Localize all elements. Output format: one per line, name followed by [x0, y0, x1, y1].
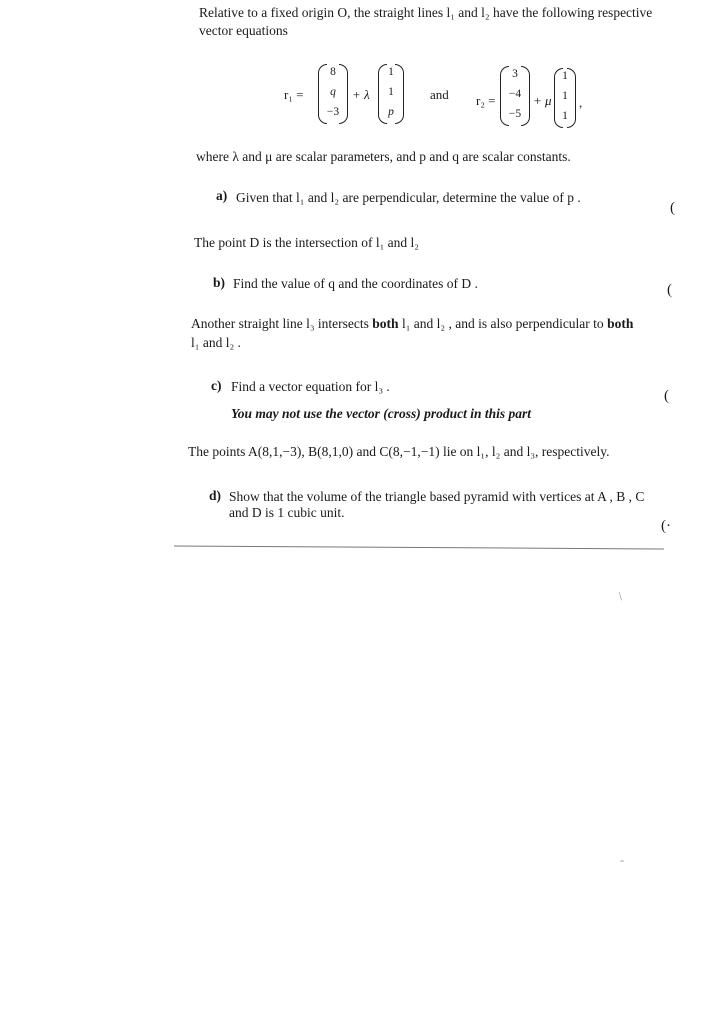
r1-dir-y: 1 — [388, 86, 394, 98]
r2-point-z: −5 — [508, 108, 522, 120]
r1-dir-z: p — [388, 106, 394, 118]
point-d-statement: The point D is the intersection of l₁ and l₂ — [194, 235, 419, 250]
part-a-marks: ( — [670, 200, 675, 216]
intro-line-1: Relative to a fixed origin O, the straight lines l₁ and l₂ have the following respective — [199, 5, 653, 20]
section-divider — [174, 546, 664, 550]
points-statement: The points A(8,1,−3), B(8,1,0) and C(8,−1,−1) lie on l₁, l₂ and l₃, respectively. — [188, 444, 610, 459]
r2-direction-vector — [554, 68, 576, 128]
part-b-label: b) — [213, 275, 226, 290]
r2-point-x: 3 — [512, 68, 518, 80]
r2-position-vector — [500, 66, 530, 126]
r1-label: r₁ = — [284, 87, 304, 102]
part-a-label: a) — [216, 188, 228, 203]
part-d-label: d) — [209, 488, 222, 503]
part-a-question: Given that l₁ and l₂ are perpendicular, determine the value of p . — [236, 190, 581, 205]
r1-position-vector — [318, 64, 348, 124]
r2-label: r₂ = — [476, 93, 496, 108]
r2-operator: + μ — [533, 93, 552, 108]
r1-point-y: q — [330, 86, 336, 98]
part-c-note: You may not use the vector (cross) product in this part — [231, 406, 532, 421]
r2-comma: , — [579, 95, 583, 110]
and-connector: and — [430, 87, 449, 102]
part-c-label: c) — [211, 378, 222, 393]
part-d-question-line-1: Show that the volume of the triangle based pyramid with vertices at A , B , C — [229, 489, 645, 504]
part-c-question: Find a vector equation for l₃ . — [231, 379, 390, 394]
part-d-marks: (· — [661, 518, 671, 534]
part-c-marks: ( — [664, 388, 669, 404]
line3-intro-line-2: l₁ and l₂ . — [191, 335, 241, 350]
where-line: where λ and μ are scalar parameters, and p and q are scalar constants. — [196, 149, 571, 164]
r1-point-z: −3 — [326, 106, 340, 118]
r1-point-x: 8 — [330, 66, 336, 78]
r2-dir-z: 1 — [562, 110, 568, 122]
intro-line-2: vector equations — [199, 23, 288, 38]
part-b-question: Find the value of q and the coordinates of D . — [233, 276, 478, 291]
scan-speck-mark: / — [615, 589, 626, 603]
part-b-marks: ( — [667, 282, 672, 298]
scan-speck-dot: - — [620, 853, 624, 867]
r2-dir-y: 1 — [562, 90, 568, 102]
r1-dir-x: 1 — [388, 66, 394, 78]
line3-intro-line-1: Another straight line l₃ intersects both l₁ and l₂ , and is also perpendicular to both — [191, 316, 634, 331]
r1-operator: + λ — [352, 87, 370, 102]
part-d-question-line-2: and D is 1 cubic unit. — [229, 505, 345, 520]
r1-direction-vector — [378, 64, 404, 124]
r2-point-y: −4 — [508, 88, 522, 100]
r2-dir-x: 1 — [562, 70, 568, 82]
